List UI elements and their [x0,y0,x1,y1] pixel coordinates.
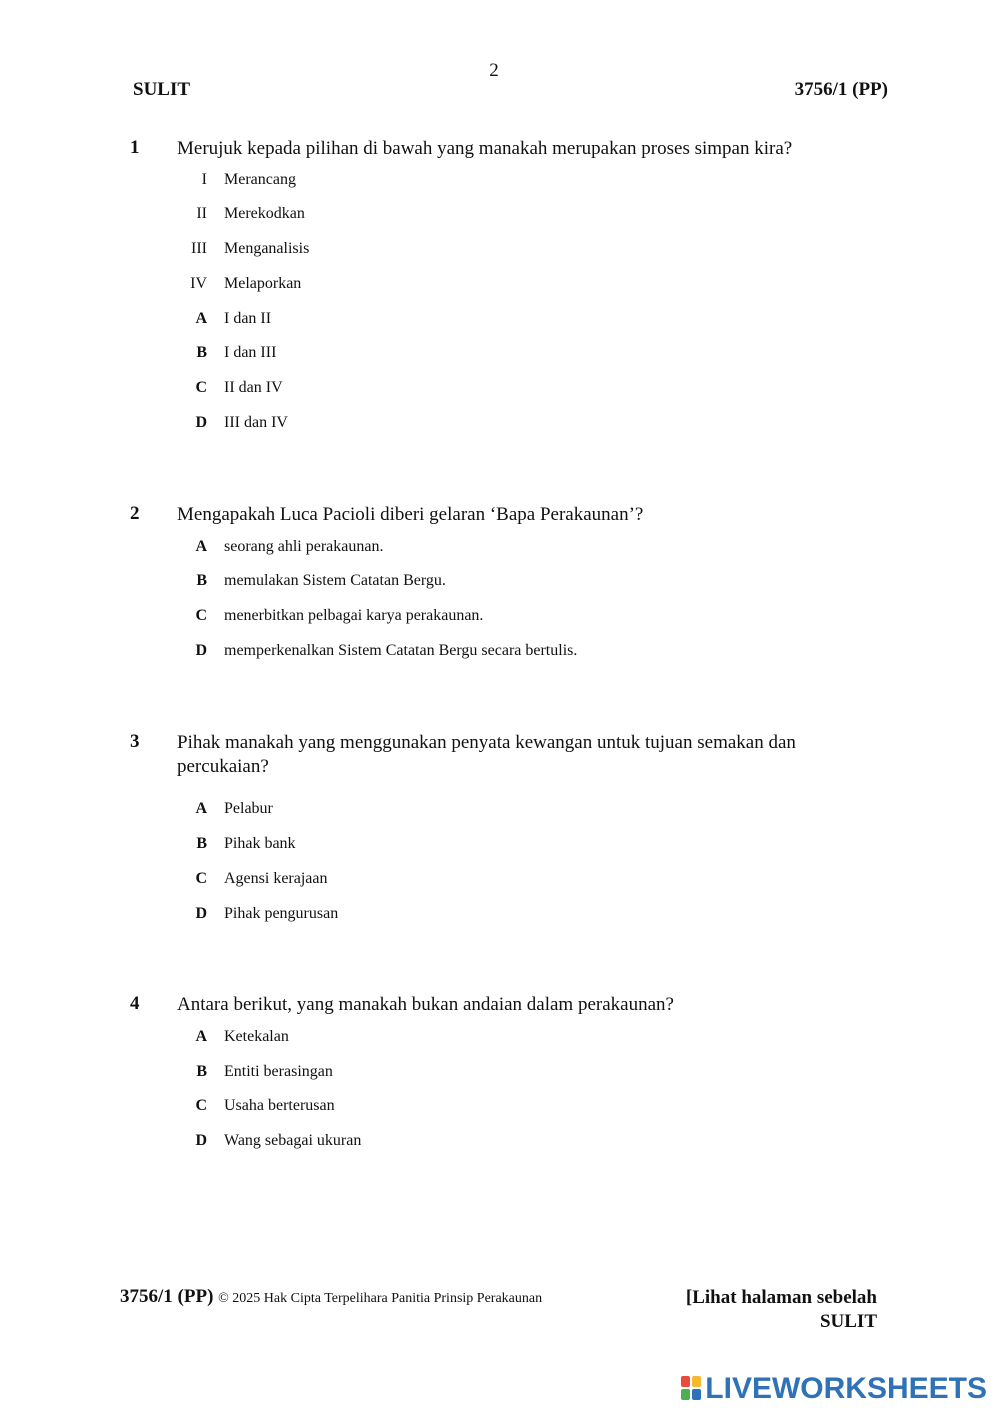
footer-copyright-text: © 2025 Hak Cipta Terpelihara Panitia Prinsip Perakaunan [218,1291,543,1306]
answer-option-b[interactable] [0,835,999,859]
statement-label: III [191,240,207,257]
statement-item [0,171,999,195]
header-paper-code: 3756/1 (PP) [794,79,888,100]
option-label: D [195,414,207,431]
option-text: Usaha berterusan [224,1097,335,1114]
footer-classification: SULIT [819,1311,877,1332]
page-number: 2 [489,60,499,81]
option-label: B [196,835,207,852]
statement-label: I [201,171,207,188]
option-text: Entiti berasingan [224,1063,333,1080]
statement-item [0,205,999,229]
statement-text: Melaporkan [224,275,302,292]
question-number: 4 [130,993,140,1014]
answer-option-d[interactable] [0,414,999,438]
option-label: C [195,870,207,887]
option-label: C [195,607,207,624]
option-label: D [195,642,207,659]
option-text: Pihak bank [224,835,296,852]
option-text: Ketekalan [224,1028,289,1045]
answer-option-d[interactable] [0,1132,999,1156]
question-text: Merujuk kepada pilihan di bawah yang manakah merupakan proses simpan kira? [177,138,793,159]
question-text: Pihak manakah yang menggunakan penyata kewangan untuk tujuan semakan dan percukaian? [177,732,796,777]
answer-option-b[interactable] [0,344,999,368]
answer-option-a[interactable] [0,538,999,562]
answer-option-c[interactable] [0,870,999,894]
answer-option-d[interactable] [0,642,999,666]
answer-option-a[interactable] [0,1028,999,1052]
option-text: Agensi kerajaan [224,870,328,887]
option-label: A [195,538,207,555]
option-label: C [195,379,207,396]
option-label: B [196,1063,207,1080]
answer-option-b[interactable] [0,1063,999,1087]
option-label: B [196,572,207,589]
statement-text: Merekodkan [224,205,305,222]
question-number: 2 [130,503,140,524]
answer-option-a[interactable] [0,800,999,824]
question-text: Mengapakah Luca Pacioli diberi gelaran ‘Bapa Perakaunan’? [177,504,644,525]
option-label: D [195,1132,207,1149]
option-label: D [195,905,207,922]
option-text: Pelabur [224,800,273,817]
header-classification: SULIT [133,79,191,100]
option-text: II dan IV [224,379,283,396]
footer-copyright [120,1286,542,1308]
option-text: Wang sebagai ukuran [224,1132,362,1149]
question-number: 1 [130,137,140,158]
statement-text: Menganalisis [224,240,310,257]
statement-label: IV [190,275,207,292]
option-label: A [195,1028,207,1045]
option-text: menerbitkan pelbagai karya perakaunan. [224,607,484,624]
statement-label: II [196,205,207,222]
option-text: seorang ahli perakaunan. [224,538,384,555]
option-label: C [195,1097,207,1114]
option-text: I dan II [224,310,272,327]
option-label: A [195,310,207,327]
option-text: memperkenalkan Sistem Catatan Bergu secara bertulis. [224,642,578,659]
option-text: memulakan Sistem Catatan Bergu. [224,572,446,589]
liveworksheets-brand[interactable] [681,1373,987,1405]
option-label: B [196,344,207,361]
statement-item [0,240,999,264]
option-label: A [195,800,207,817]
answer-option-b[interactable] [0,572,999,596]
option-text: I dan III [224,344,277,361]
liveworksheets-logo-icon [681,1376,703,1402]
option-text: Pihak pengurusan [224,905,339,922]
answer-option-a[interactable] [0,310,999,334]
question-text: Antara berikut, yang manakah bukan andaian dalam perakaunan? [177,994,674,1015]
option-text: III dan IV [224,414,288,431]
answer-option-c[interactable] [0,607,999,631]
brand-name: LIVEWORKSHEETS [705,1372,987,1405]
next-page-note: [Lihat halaman sebelah [685,1287,877,1308]
answer-option-c[interactable] [0,379,999,403]
statement-item [0,275,999,299]
footer-paper-code: 3756/1 (PP) [120,1286,214,1307]
statement-text: Merancang [224,171,296,188]
question-number: 3 [130,731,140,752]
answer-option-d[interactable] [0,905,999,929]
answer-option-c[interactable] [0,1097,999,1121]
footer-next-page [686,1286,877,1334]
